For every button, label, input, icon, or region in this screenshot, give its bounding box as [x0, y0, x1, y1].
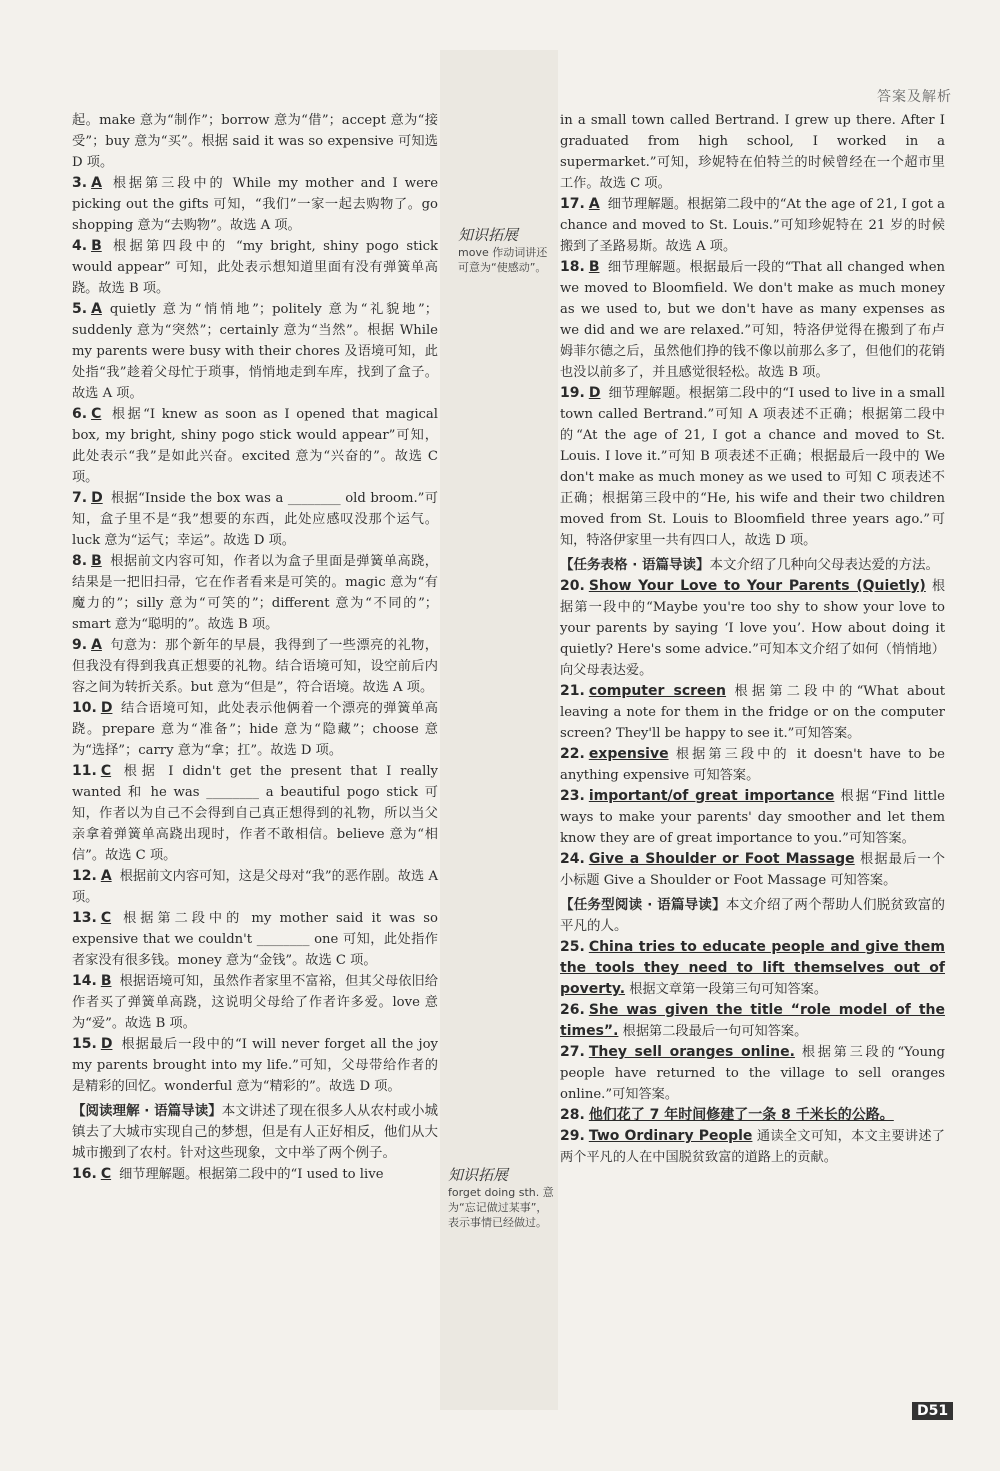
item-number: 3. — [72, 175, 88, 191]
answer-item — [72, 866, 438, 908]
item-number: 14. — [72, 973, 97, 989]
item-explanation: 细节理解题。根据第二段中的“At the age of 21, I got a chance and moved to St. Louis.”可知珍妮特在 21 岁的时候搬到了圣路易斯。故选 A 项。 — [560, 197, 945, 254]
item-explanation: 根据第二段中的 my mother said it was so expensive that we couldn't ________ one 可知，此处指作者家没有很多钱。money 意为“金钱”。故选 C 项。 — [72, 911, 438, 968]
page-header: 答案及解析 — [877, 89, 952, 105]
item-number: 23. — [560, 788, 585, 804]
answer-item — [72, 761, 438, 866]
note-title: 知识拓展 — [448, 1166, 509, 1184]
answer-item — [72, 635, 438, 698]
item-explanation: 句意为：那个新年的早晨，我得到了一些漂亮的礼物，但我没有得到我真正想要的礼物。结合语境可知，设空前后内容之间为转折关系。but 意为“但是”，符合语境。故选 A 项。 — [72, 638, 438, 695]
answer-item — [72, 173, 438, 236]
item-number: 25. — [560, 939, 585, 955]
note-text: move 作动词讲还可意为“使感动”。 — [458, 246, 548, 274]
answer-item — [560, 744, 945, 786]
item-answer: D — [588, 385, 601, 401]
knowledge-note — [458, 228, 558, 275]
item-explanation: 根据最后一段中的“I will never forget all the joy my parents brought into my life.”可知，父母带给作者的是精彩的回忆。wonderful 意为“精彩的”。故选 D 项。 — [72, 1037, 438, 1094]
item-answer: They sell oranges online. — [588, 1044, 795, 1060]
item-explanation: 根据第三段中的 it doesn't have to be anything expensive 可知答案。 — [560, 747, 945, 783]
item-answer: D — [100, 1036, 113, 1052]
section-label: 【任务型阅读 · 语篇导读】 — [560, 897, 726, 913]
answer-item — [560, 257, 945, 383]
item-explanation: 根据第一段中的“Maybe you're too shy to show your love to your parents by saying ‘I love you’. How about doing it quietly? Here's some advice.”可知本文介绍了如何（悄悄地）向父母表达爱。 — [560, 579, 945, 678]
answer-item — [72, 488, 438, 551]
item-number: 16. — [72, 1166, 97, 1182]
item-number: 8. — [72, 553, 88, 569]
item-explanation: 根据 I didn't get the present that I really wanted 和 he was ________ a beautiful pogo stick 可知，作者以为自己不会得到自己真正想得到的礼物，所以当父亲拿着弹簧单高跷出现时，作者不敢相信。believe 意为“相信”。故选 C 项。 — [72, 764, 438, 863]
answer-item — [72, 1164, 438, 1185]
item-answer: Two Ordinary People — [588, 1128, 753, 1144]
item-answer: She was given the title “role model of the times”. — [560, 1002, 945, 1039]
item-explanation: 细节理解题。根据最后一段的“That all changed when we moved to Bloomfield. We don't make as much money as we used to, but we don't have as many expenses as we did and we are relaxed.”可知，特洛伊觉得在搬到了布卢姆菲尔德之后，虽然他们挣的钱不像以前那么多了，但他们的花销也没以前多了，并且感觉很轻松。故选 B 项。 — [560, 260, 945, 380]
item-number: 18. — [560, 259, 585, 275]
answer-item — [560, 1105, 945, 1126]
item-number: 5. — [72, 301, 88, 317]
item-answer: C — [100, 763, 112, 779]
item-explanation: 根据前文内容可知，这是父母对“我”的恶作剧。故选 A 项。 — [72, 869, 438, 905]
section-text: 本文介绍了几种向父母表达爱的方法。 — [709, 557, 940, 573]
item-number: 13. — [72, 910, 97, 926]
item-answer: B — [100, 973, 112, 989]
answer-item — [560, 1126, 945, 1168]
item-explanation: 根据第二段中的“What about leaving a note for them in the fridge or on the computer screen? They'll be happy to see it.”可知答案。 — [560, 684, 946, 741]
answer-item — [560, 1000, 945, 1042]
answer-item — [560, 383, 945, 551]
item-explanation: 根据第二段最后一句可知答案。 — [622, 1024, 808, 1039]
item-explanation: 根据第四段中的 “my bright, shiny pogo stick would appear” 可知，此处表示想知道里面有没有弹簧单高跷。故选 B 项。 — [72, 239, 438, 296]
item-number: 15. — [72, 1036, 97, 1052]
answer-item — [72, 551, 438, 635]
item-explanation: 根据前文内容可知，作者以为盒子里面是弹簧单高跷，结果是一把旧扫帚，它在作者看来是可笑的。magic 意为“有魔力的”；silly 意为“可笑的”；different 意为“不同的”；smart 意为“聪明的”。故选 B 项。 — [72, 554, 438, 632]
item-answer: B — [588, 259, 600, 275]
item-number: 12. — [72, 868, 97, 884]
item-answer: A — [91, 637, 102, 653]
item-number: 4. — [72, 238, 88, 254]
item-explanation: 细节理解题。根据第二段中的“I used to live in a small town called Bertrand.”可知 A 项表述不正确；根据第二段中的“At the age of 21, I got a chance and moved to St. Louis. I love it.”可知 B 项表述不正确；根据最后一段中的 We don't make as much money as we used to 可知 C 项表述不正确；根据第三段中的“He, his wife and their two children moved from St. Louis to Bloomfield three years ago.”可知，特洛伊家里一共有四口人，故选 D 项。 — [560, 386, 945, 548]
item-explanation: 结合语境可知，此处表示他俩着一个漂亮的弹簧单高跷。prepare 意为“准备”；hide 意为“隐藏”；choose 意为“选择”；carry 意为“拿；扛”。故选 D 项。 — [72, 701, 438, 758]
item-number: 10. — [72, 700, 97, 716]
item-answer: Give a Shoulder or Foot Massage — [588, 851, 855, 867]
item-number: 22. — [560, 746, 585, 762]
item-answer: important/of great importance — [588, 788, 835, 804]
page-number: D51 — [912, 1402, 953, 1420]
item-number: 6. — [72, 406, 88, 422]
item-answer: expensive — [588, 746, 669, 762]
reading-section-intro — [72, 1101, 438, 1164]
answer-item — [72, 404, 438, 488]
section-label: 【阅读理解 · 语篇导读】 — [72, 1103, 222, 1119]
item-explanation: 根据第三段中的 While my mother and I were picking out the gifts 可知，“我们”一家一起去购物了。go shopping 意为“去购物”。故选 A 项。 — [72, 176, 438, 233]
item-explanation: 根据语境可知，虽然作者家里不富裕，但其父母依旧给作者买了弹簧单高跷，这说明父母给了作者许多爱。love 意为“爱”。故选 B 项。 — [72, 974, 438, 1031]
item-explanation: quietly 意为“悄悄地”；politely 意为“礼貌地”；suddenly 意为“突然”；certainly 意为“当然”。根据 While my parents were busy with their chores 及语境可知，此处指“我”趁着父母忙于琐事，悄悄地走到车库，找到了盒子。故选 A 项。 — [72, 302, 438, 401]
item-explanation: 细节理解题。根据第二段中的“I used to live — [119, 1167, 384, 1182]
section-text: 本文介绍了两个帮助人们脱贫致富的平凡的人。 — [560, 897, 946, 934]
right-intro: in a small town called Bertrand. I grew up there. After I graduated from high school, I worked in a supermarket.”可知，珍妮特在伯特兰的时候曾经在一个超市里工作。故选 C 项。 — [560, 113, 945, 191]
item-number: 11. — [72, 763, 97, 779]
note-text: forget doing sth. 意为“忘记做过某事”，表示事情已经做过。 — [448, 1186, 554, 1229]
item-explanation: 根据最后一个小标题 Give a Shoulder or Foot Massage 可知答案。 — [560, 852, 945, 888]
task-table-section-intro — [560, 555, 945, 576]
section-label: 【任务表格 · 语篇导读】 — [560, 557, 710, 573]
answer-item — [72, 698, 438, 761]
item-answer: China tries to educate people and give them the tools they need to lift themselves out of poverty. — [560, 939, 945, 997]
section-text: 本文讲述了现在很多人从农村或小城镇去了大城市实现自己的梦想，但是有人正好相反，他们从大城市搬到了农村。针对这些现象，文中举了两个例子。 — [72, 1103, 439, 1161]
right-column — [560, 110, 945, 1168]
answer-item — [72, 236, 438, 299]
item-answer: A — [588, 196, 600, 212]
answer-item — [560, 937, 945, 1000]
item-answer: B — [91, 553, 102, 569]
item-answer: computer screen — [588, 683, 727, 699]
item-answer: D — [91, 490, 103, 506]
answer-item — [560, 849, 945, 891]
answer-item — [72, 299, 438, 404]
item-number: 17. — [560, 196, 585, 212]
item-number: 26. — [560, 1002, 585, 1018]
item-explanation: 根据文章第一段第三句可知答案。 — [629, 982, 828, 997]
answer-item — [560, 786, 945, 849]
item-answer: C — [91, 406, 102, 422]
answer-item — [560, 576, 945, 681]
item-answer: 他们花了 7 年时间修建了一条 8 千米长的公路。 — [588, 1107, 894, 1123]
answer-item — [560, 194, 945, 257]
right-items — [560, 194, 945, 551]
answer-item — [72, 908, 438, 971]
answer-item — [72, 971, 438, 1034]
item-answer: A — [91, 175, 102, 191]
answer-item — [72, 1034, 438, 1097]
item-explanation: 根据“Inside the box was a ________ old broom.”可知，盒子里不是“我”想要的东西，此处应感叹没那个运气。luck 意为“运气；幸运”。故选 D 项。 — [72, 491, 438, 548]
knowledge-note — [448, 1168, 558, 1230]
item-number: 29. — [560, 1128, 585, 1144]
item-explanation: 根据“I knew as soon as I opened that magical box, my bright, shiny pogo stick would appear”可知，此处表示“我”是如此兴奋。excited 意为“兴奋的”。故选 C 项。 — [72, 407, 438, 485]
item-number: 24. — [560, 851, 585, 867]
item-answer: Show Your Love to Your Parents (Quietly) — [588, 578, 926, 594]
item-number: 21. — [560, 683, 585, 699]
item-answer: A — [91, 301, 102, 317]
item-number: 27. — [560, 1044, 585, 1060]
task-reading-section-intro — [560, 895, 945, 937]
item-answer: C — [100, 1166, 112, 1182]
item-explanation: 根据“Find little ways to make your parents' day smoother and let them know they are of great importance to you.”可知答案。 — [560, 789, 945, 846]
item-explanation: 通读全文可知，本文主要讲述了两个平凡的人在中国脱贫致富的道路上的贡献。 — [560, 1129, 945, 1165]
item-number: 20. — [560, 578, 585, 594]
item-number: 19. — [560, 385, 585, 401]
left-items — [72, 173, 438, 1097]
note-title: 知识拓展 — [458, 226, 519, 244]
left-intro: 起。make 意为“制作”；borrow 意为“借”；accept 意为“接受”；buy 意为“买”。根据 said it was so expensive 可知选 D 项。 — [72, 113, 438, 170]
item-answer: D — [100, 700, 113, 716]
answer-item — [560, 1042, 945, 1105]
answer-item — [560, 681, 945, 744]
item-number: 7. — [72, 490, 88, 506]
item-answer: A — [100, 868, 112, 884]
item-explanation: 根据第三段的“Young people have returned to the village to sell oranges online.”可知答案。 — [560, 1045, 946, 1102]
item-answer: B — [91, 238, 102, 254]
task-reading-items — [560, 937, 945, 1168]
item-answer: C — [100, 910, 112, 926]
task-table-items — [560, 576, 945, 891]
item-number: 28. — [560, 1107, 585, 1123]
item-number: 9. — [72, 637, 88, 653]
left-column — [72, 110, 438, 1185]
